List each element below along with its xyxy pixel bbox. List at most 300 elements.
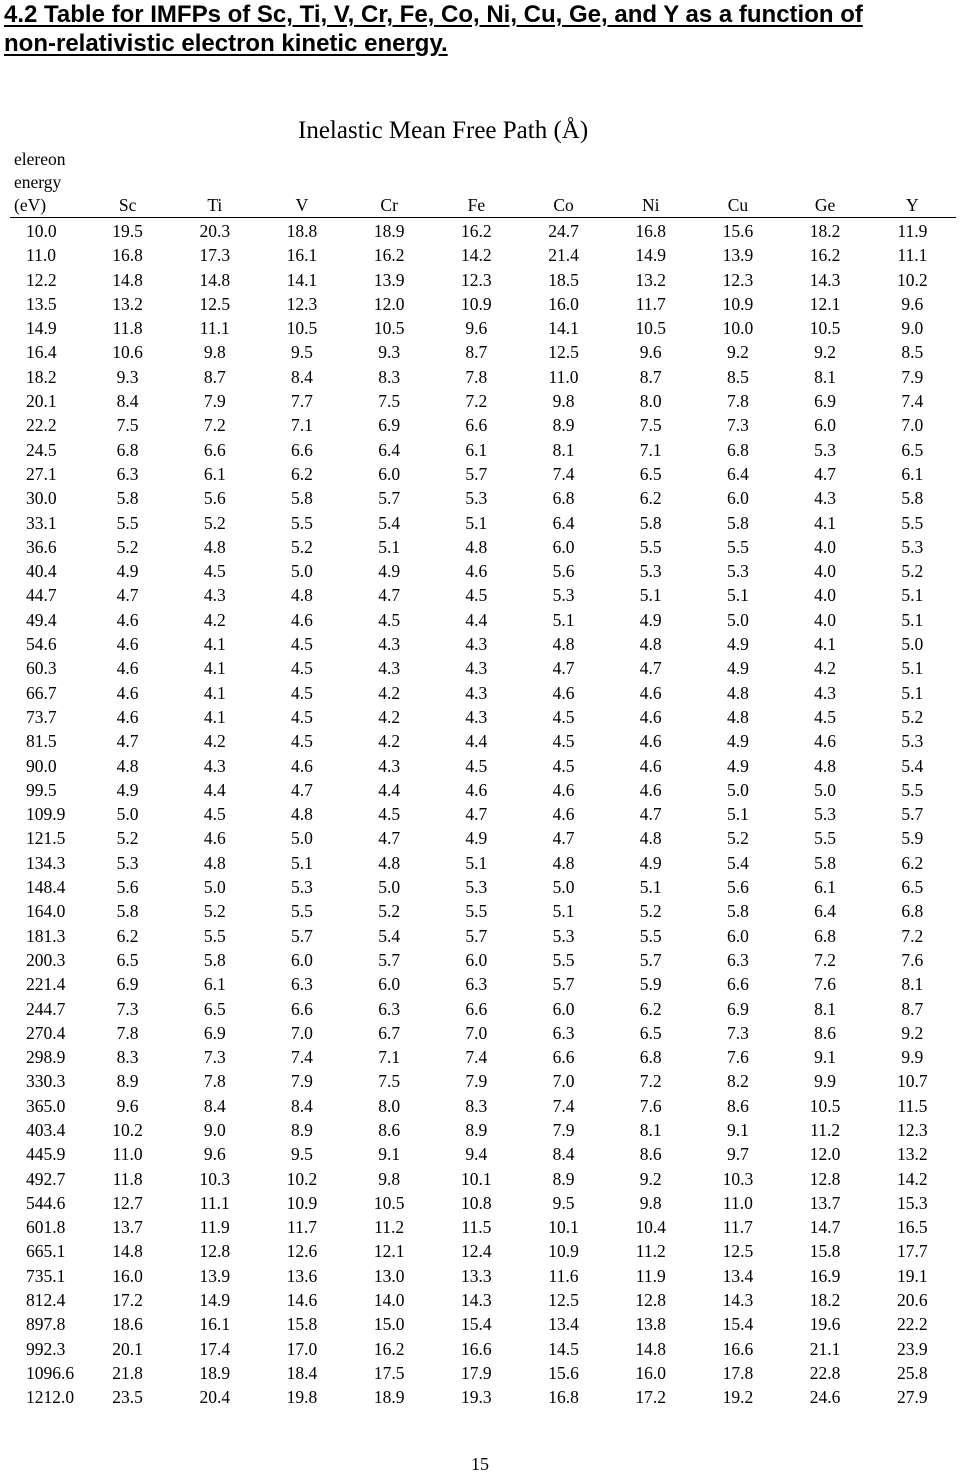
table-row — [10, 462, 956, 486]
energy-cell: 10.0 — [26, 221, 57, 241]
imfp-value-cell: 4.3 — [378, 755, 401, 776]
imfp-value-cell: 10.3 — [199, 1168, 231, 1189]
imfp-value-cell: 7.1 — [378, 1047, 401, 1068]
energy-cell: 330.3 — [26, 1071, 66, 1092]
imfp-value-cell: 4.9 — [726, 634, 749, 655]
imfp-value-cell: 9.5 — [291, 342, 313, 363]
imfp-value-cell: 11.0 — [722, 1192, 753, 1213]
imfp-value-cell: 13.7 — [112, 1217, 143, 1238]
imfp-value-cell: 4.6 — [116, 658, 139, 679]
imfp-value-cell: 4.7 — [116, 585, 139, 606]
imfp-value-cell: 7.2 — [465, 391, 488, 412]
imfp-value-cell: 4.9 — [726, 731, 749, 752]
imfp-value-cell: 5.4 — [726, 852, 749, 873]
imfp-value-cell: 4.7 — [552, 658, 575, 679]
table-row — [10, 1239, 956, 1263]
imfp-value-cell: 7.3 — [726, 1022, 749, 1043]
imfp-value-cell: 19.8 — [286, 1387, 318, 1408]
imfp-value-cell: 5.5 — [465, 901, 488, 922]
imfp-value-cell: 5.3 — [814, 804, 837, 825]
imfp-value-cell: 13.2 — [112, 293, 143, 314]
imfp-value-cell: 8.3 — [378, 366, 401, 387]
imfp-value-cell: 4.1 — [203, 706, 226, 727]
imfp-value-cell: 4.4 — [465, 609, 488, 630]
imfp-value-cell: 13.4 — [722, 1265, 754, 1286]
imfp-value-cell: 16.5 — [897, 1217, 928, 1238]
imfp-value-cell: 5.8 — [814, 852, 837, 873]
imfp-value-cell: 4.5 — [814, 706, 837, 727]
imfp-value-cell: 6.5 — [901, 439, 924, 460]
imfp-value-cell: 19.3 — [461, 1387, 492, 1408]
imfp-value-cell: 13.7 — [809, 1192, 841, 1213]
imfp-value-cell: 11.9 — [635, 1265, 666, 1286]
imfp-value-cell: 22.2 — [897, 1314, 928, 1335]
table-row — [10, 656, 956, 680]
imfp-value-cell: 8.1 — [814, 366, 837, 387]
imfp-value-cell: 7.3 — [116, 998, 139, 1019]
energy-cell: 13.5 — [26, 293, 57, 314]
imfp-value-cell: 8.6 — [639, 1144, 662, 1165]
imfp-value-cell: 4.0 — [814, 609, 837, 630]
imfp-value-cell: 7.8 — [116, 1022, 139, 1043]
imfp-value-cell: 17.8 — [722, 1362, 754, 1383]
page-number: 15 — [471, 1454, 489, 1474]
imfp-value-cell: 18.6 — [112, 1314, 143, 1335]
imfp-value-cell: 4.7 — [291, 779, 313, 800]
element-column-header: Y — [869, 148, 956, 218]
imfp-value-cell: 5.8 — [726, 901, 749, 922]
imfp-value-cell: 18.9 — [373, 221, 405, 241]
imfp-value-cell: 6.4 — [726, 463, 749, 484]
imfp-value-cell: 6.2 — [291, 463, 313, 484]
imfp-value-cell: 4.2 — [378, 731, 401, 752]
imfp-value-cell: 4.1 — [203, 634, 226, 655]
imfp-value-cell: 7.8 — [465, 366, 488, 387]
table-row — [10, 243, 956, 267]
energy-cell: 134.3 — [26, 852, 66, 873]
energy-cell: 49.4 — [26, 609, 57, 630]
imfp-value-cell: 16.2 — [809, 245, 841, 266]
imfp-value-cell: 6.2 — [901, 852, 924, 873]
imfp-value-cell: 8.5 — [726, 366, 749, 387]
imfp-value-cell: 9.1 — [814, 1047, 837, 1068]
element-column-header: Fe — [433, 148, 520, 218]
imfp-value-cell: 4.1 — [203, 658, 226, 679]
imfp-value-cell: 4.5 — [291, 706, 313, 727]
imfp-value-cell: 14.9 — [199, 1290, 231, 1311]
imfp-value-cell: 4.4 — [203, 779, 226, 800]
table-row — [10, 899, 956, 923]
energy-cell: 298.9 — [26, 1047, 66, 1068]
imfp-value-cell: 4.7 — [378, 585, 401, 606]
imfp-value-cell: 4.1 — [814, 634, 837, 655]
imfp-value-cell: 5.3 — [465, 488, 488, 509]
energy-cell: 60.3 — [26, 658, 57, 679]
imfp-value-cell: 16.2 — [373, 1338, 405, 1359]
table-row — [10, 1191, 956, 1215]
imfp-value-cell: 8.6 — [814, 1022, 837, 1043]
energy-header-line: elereon — [14, 149, 66, 169]
imfp-value-cell: 17.5 — [373, 1362, 405, 1383]
imfp-value-cell: 7.0 — [552, 1071, 575, 1092]
imfp-value-cell: 16.1 — [199, 1314, 231, 1335]
imfp-value-cell: 4.0 — [814, 536, 837, 557]
imfp-value-cell: 14.9 — [635, 245, 667, 266]
imfp-value-cell: 14.2 — [461, 245, 492, 266]
imfp-value-cell: 9.8 — [552, 391, 575, 412]
imfp-value-cell: 8.1 — [639, 1119, 662, 1140]
imfp-value-cell: 7.6 — [726, 1047, 749, 1068]
imfp-value-cell: 7.5 — [378, 1071, 401, 1092]
imfp-value-cell: 4.9 — [639, 609, 662, 630]
energy-cell: 200.3 — [26, 949, 66, 970]
imfp-value-cell: 8.4 — [291, 1095, 313, 1116]
imfp-value-cell: 14.3 — [722, 1290, 754, 1311]
imfp-value-cell: 21.1 — [809, 1338, 841, 1359]
imfp-value-cell: 7.8 — [203, 1071, 226, 1092]
imfp-value-cell: 5.0 — [726, 609, 749, 630]
imfp-value-cell: 5.9 — [639, 974, 662, 995]
imfp-value-cell: 9.6 — [116, 1095, 139, 1116]
imfp-value-cell: 18.4 — [286, 1362, 318, 1383]
imfp-value-cell: 11.1 — [199, 1192, 230, 1213]
imfp-value-cell: 5.4 — [378, 512, 401, 533]
imfp-value-cell: 13.9 — [722, 245, 754, 266]
imfp-value-cell: 7.5 — [378, 391, 401, 412]
imfp-value-cell: 4.7 — [814, 463, 837, 484]
imfp-value-cell: 27.9 — [897, 1387, 928, 1408]
energy-cell: 992.3 — [26, 1338, 66, 1359]
imfp-value-cell: 6.3 — [116, 463, 139, 484]
imfp-value-cell: 9.0 — [901, 318, 924, 339]
imfp-value-cell: 4.5 — [291, 658, 313, 679]
imfp-value-cell: 5.0 — [291, 828, 313, 849]
imfp-value-cell: 13.2 — [897, 1144, 928, 1165]
imfp-value-cell: 7.4 — [465, 1047, 488, 1068]
energy-cell: 54.6 — [26, 634, 57, 655]
imfp-value-cell: 8.1 — [901, 974, 924, 995]
element-column-header: Ni — [607, 148, 694, 218]
element-column-header: Ge — [782, 148, 869, 218]
imfp-value-cell: 8.4 — [552, 1144, 575, 1165]
imfp-value-cell: 4.8 — [203, 536, 226, 557]
imfp-value-cell: 5.3 — [814, 439, 837, 460]
imfp-value-cell: 8.7 — [901, 998, 924, 1019]
imfp-value-cell: 6.5 — [203, 998, 226, 1019]
imfp-value-cell: 4.5 — [465, 585, 488, 606]
imfp-value-cell: 4.1 — [814, 512, 837, 533]
imfp-value-cell: 6.0 — [291, 949, 313, 970]
imfp-value-cell: 9.9 — [901, 1047, 924, 1068]
imfp-value-cell: 11.7 — [722, 1217, 753, 1238]
imfp-value-cell: 4.3 — [203, 585, 226, 606]
imfp-value-cell: 12.3 — [722, 269, 754, 290]
imfp-value-cell: 9.6 — [639, 342, 662, 363]
imfp-value-cell: 13.9 — [199, 1265, 231, 1286]
imfp-value-cell: 14.1 — [286, 269, 318, 290]
imfp-value-cell: 6.5 — [639, 463, 662, 484]
imfp-value-cell: 16.6 — [461, 1338, 492, 1359]
imfp-value-cell: 12.8 — [809, 1168, 841, 1189]
element-column-header: Ti — [171, 148, 258, 218]
imfp-value-cell: 5.2 — [203, 512, 226, 533]
imfp-value-cell: 5.5 — [203, 925, 226, 946]
energy-cell: 109.9 — [26, 804, 66, 825]
imfp-value-cell: 11.9 — [897, 221, 928, 241]
imfp-value-cell: 20.4 — [199, 1387, 231, 1408]
imfp-value-cell: 12.4 — [461, 1241, 492, 1262]
imfp-value-cell: 9.8 — [639, 1192, 662, 1213]
imfp-value-cell: 5.2 — [291, 536, 313, 557]
imfp-value-cell: 7.3 — [726, 415, 749, 436]
imfp-value-cell: 5.8 — [726, 512, 749, 533]
imfp-value-cell: 5.6 — [552, 561, 575, 582]
imfp-value-cell: 18.9 — [373, 1387, 405, 1408]
imfp-value-cell: 9.2 — [726, 342, 749, 363]
imfp-value-cell: 5.5 — [639, 925, 662, 946]
imfp-value-cell: 5.6 — [203, 488, 226, 509]
imfp-value-cell: 10.5 — [635, 318, 667, 339]
imfp-value-cell: 9.3 — [378, 342, 401, 363]
imfp-value-cell: 7.2 — [203, 415, 226, 436]
imfp-value-cell: 5.0 — [378, 877, 401, 898]
imfp-value-cell: 5.5 — [814, 828, 837, 849]
energy-cell: 40.4 — [26, 561, 57, 582]
imfp-value-cell: 16.0 — [635, 1362, 667, 1383]
imfp-value-cell: 4.6 — [116, 682, 139, 703]
energy-cell: 1096.6 — [26, 1362, 75, 1383]
energy-cell: 18.2 — [26, 366, 57, 387]
imfp-value-cell: 7.6 — [814, 974, 837, 995]
imfp-value-cell: 16.9 — [809, 1265, 841, 1286]
imfp-value-cell: 6.2 — [639, 488, 662, 509]
imfp-value-cell: 4.5 — [552, 731, 575, 752]
imfp-value-cell: 4.8 — [814, 755, 837, 776]
imfp-value-cell: 6.0 — [378, 463, 401, 484]
imfp-value-cell: 4.7 — [465, 804, 488, 825]
imfp-value-cell: 5.7 — [465, 463, 488, 484]
imfp-value-cell: 4.3 — [465, 682, 488, 703]
imfp-value-cell: 4.2 — [203, 609, 226, 630]
imfp-value-cell: 8.7 — [465, 342, 488, 363]
table-row — [10, 316, 956, 340]
imfp-value-cell: 5.0 — [291, 561, 313, 582]
imfp-value-cell: 21.8 — [112, 1362, 143, 1383]
imfp-value-cell: 5.5 — [901, 512, 924, 533]
imfp-value-cell: 8.1 — [552, 439, 575, 460]
imfp-value-cell: 14.7 — [809, 1217, 841, 1238]
energy-cell: 66.7 — [26, 682, 57, 703]
energy-header-line: (eV) — [14, 195, 47, 215]
imfp-value-cell: 10.2 — [897, 269, 928, 290]
imfp-value-cell: 4.5 — [291, 634, 313, 655]
imfp-value-cell: 6.2 — [116, 925, 139, 946]
imfp-value-cell: 17.2 — [112, 1290, 143, 1311]
imfp-value-cell: 5.7 — [378, 488, 401, 509]
imfp-value-cell: 9.2 — [901, 1022, 924, 1043]
imfp-value-cell: 5.2 — [116, 828, 139, 849]
energy-cell: 665.1 — [26, 1241, 66, 1262]
imfp-value-cell: 5.2 — [726, 828, 749, 849]
imfp-value-cell: 15.3 — [897, 1192, 928, 1213]
imfp-value-cell: 6.0 — [726, 488, 749, 509]
imfp-value-cell: 9.0 — [203, 1119, 226, 1140]
imfp-value-cell: 12.1 — [809, 293, 841, 314]
energy-cell: 14.9 — [26, 318, 57, 339]
imfp-value-cell: 5.3 — [465, 877, 488, 898]
imfp-value-cell: 6.3 — [378, 998, 401, 1019]
imfp-value-cell: 8.3 — [116, 1047, 139, 1068]
imfp-value-cell: 8.9 — [552, 1168, 575, 1189]
imfp-value-cell: 12.3 — [461, 269, 492, 290]
imfp-value-cell: 13.4 — [548, 1314, 579, 1335]
imfp-value-cell: 14.8 — [635, 1338, 667, 1359]
imfp-value-cell: 4.6 — [639, 779, 662, 800]
imfp-value-cell: 4.3 — [203, 755, 226, 776]
imfp-value-cell: 5.1 — [639, 585, 662, 606]
imfp-value-cell: 7.5 — [116, 415, 139, 436]
imfp-value-cell: 4.6 — [639, 755, 662, 776]
imfp-value-cell: 7.3 — [203, 1047, 226, 1068]
energy-cell: 492.7 — [26, 1168, 66, 1189]
imfp-value-cell: 10.5 — [373, 1192, 405, 1213]
imfp-value-cell: 19.5 — [112, 221, 143, 241]
imfp-value-cell: 4.6 — [116, 706, 139, 727]
imfp-value-cell: 9.6 — [203, 1144, 226, 1165]
imfp-value-cell: 7.0 — [465, 1022, 488, 1043]
imfp-value-cell: 6.8 — [726, 439, 749, 460]
imfp-value-cell: 5.9 — [901, 828, 924, 849]
imfp-value-cell: 6.0 — [552, 998, 575, 1019]
imfp-value-cell: 8.6 — [378, 1119, 401, 1140]
imfp-value-cell: 8.5 — [901, 342, 924, 363]
element-column-header: Cr — [346, 148, 433, 218]
table-row — [10, 389, 956, 413]
imfp-value-cell: 11.6 — [548, 1265, 579, 1286]
table-row — [10, 438, 956, 462]
table-row — [10, 1215, 956, 1239]
imfp-value-cell: 5.1 — [726, 804, 749, 825]
imfp-value-cell: 15.8 — [286, 1314, 318, 1335]
imfp-value-cell: 12.0 — [373, 293, 405, 314]
imfp-value-cell: 5.4 — [901, 755, 924, 776]
imfp-value-cell: 5.1 — [465, 512, 488, 533]
table-row — [10, 218, 956, 244]
imfp-value-cell: 17.4 — [199, 1338, 231, 1359]
imfp-value-cell: 5.0 — [552, 877, 575, 898]
table-row — [10, 292, 956, 316]
imfp-value-cell: 4.2 — [814, 658, 837, 679]
imfp-value-cell: 10.0 — [722, 318, 754, 339]
table-title: Inelastic Mean Free Path (Å) — [298, 117, 589, 144]
imfp-value-cell: 4.2 — [378, 706, 401, 727]
imfp-value-cell: 10.8 — [461, 1192, 492, 1213]
imfp-value-cell: 4.8 — [726, 706, 749, 727]
element-column-header: V — [258, 148, 345, 218]
imfp-value-cell: 6.8 — [552, 488, 575, 509]
imfp-value-cell: 8.6 — [726, 1095, 749, 1116]
imfp-value-cell: 6.9 — [378, 415, 401, 436]
imfp-value-cell: 4.9 — [726, 658, 749, 679]
imfp-value-cell: 5.5 — [116, 512, 139, 533]
table-row — [10, 1312, 956, 1336]
table-row — [10, 559, 956, 583]
imfp-value-cell: 6.6 — [726, 974, 749, 995]
imfp-value-cell: 5.3 — [901, 536, 924, 557]
imfp-value-cell: 7.0 — [901, 415, 924, 436]
imfp-value-cell: 14.3 — [461, 1290, 492, 1311]
imfp-value-cell: 5.8 — [291, 488, 313, 509]
table-body — [10, 218, 956, 1410]
imfp-value-cell: 13.9 — [373, 269, 405, 290]
imfp-value-cell: 9.2 — [639, 1168, 662, 1189]
energy-cell: 44.7 — [26, 585, 57, 606]
table-row — [10, 608, 956, 632]
imfp-value-cell: 4.9 — [639, 852, 662, 873]
imfp-value-cell: 13.3 — [461, 1265, 492, 1286]
section-heading — [4, 0, 954, 58]
imfp-value-cell: 4.5 — [291, 682, 313, 703]
imfp-value-cell: 4.8 — [726, 682, 749, 703]
imfp-value-cell: 9.4 — [465, 1144, 488, 1165]
imfp-value-cell: 5.7 — [639, 949, 662, 970]
imfp-value-cell: 10.9 — [548, 1241, 579, 1262]
imfp-value-cell: 4.7 — [639, 804, 662, 825]
imfp-value-cell: 5.7 — [291, 925, 313, 946]
imfp-value-cell: 24.6 — [809, 1387, 841, 1408]
table-row — [10, 1069, 956, 1093]
imfp-value-cell: 7.2 — [814, 949, 837, 970]
imfp-value-cell: 4.5 — [378, 804, 401, 825]
imfp-value-cell: 5.3 — [116, 852, 139, 873]
element-column-header: Cu — [694, 148, 781, 218]
imfp-value-cell: 6.8 — [901, 901, 924, 922]
imfp-value-cell: 14.6 — [286, 1290, 318, 1311]
imfp-value-cell: 17.7 — [897, 1241, 928, 1262]
table-row — [10, 997, 956, 1021]
imfp-value-cell: 8.2 — [726, 1071, 749, 1092]
imfp-value-cell: 10.9 — [722, 293, 754, 314]
energy-header-line: energy — [14, 172, 62, 192]
table-row — [10, 924, 956, 948]
imfp-value-cell: 8.9 — [465, 1119, 488, 1140]
imfp-value-cell: 5.1 — [378, 536, 401, 557]
imfp-value-cell: 6.9 — [203, 1022, 226, 1043]
imfp-value-cell: 5.2 — [116, 536, 139, 557]
imfp-value-cell: 5.2 — [378, 901, 401, 922]
imfp-value-cell: 5.5 — [639, 536, 662, 557]
imfp-value-cell: 5.2 — [901, 706, 924, 727]
imfp-value-cell: 5.3 — [901, 731, 924, 752]
imfp-value-cell: 14.1 — [548, 318, 579, 339]
imfp-value-cell: 7.0 — [291, 1022, 313, 1043]
imfp-value-cell: 6.0 — [465, 949, 488, 970]
imfp-value-cell: 12.3 — [286, 293, 318, 314]
imfp-value-cell: 8.9 — [291, 1119, 313, 1140]
imfp-value-cell: 9.6 — [901, 293, 924, 314]
imfp-value-cell: 12.3 — [897, 1119, 928, 1140]
imfp-value-cell: 5.5 — [901, 779, 924, 800]
imfp-value-cell: 6.4 — [378, 439, 401, 460]
table-row — [10, 632, 956, 656]
imfp-value-cell: 11.9 — [199, 1217, 230, 1238]
imfp-value-cell: 11.2 — [810, 1119, 841, 1140]
imfp-value-cell: 4.2 — [203, 731, 226, 752]
imfp-value-cell: 5.3 — [639, 561, 662, 582]
imfp-value-cell: 14.0 — [373, 1290, 405, 1311]
imfp-value-cell: 19.2 — [722, 1387, 754, 1408]
imfp-value-cell: 13.6 — [286, 1265, 318, 1286]
